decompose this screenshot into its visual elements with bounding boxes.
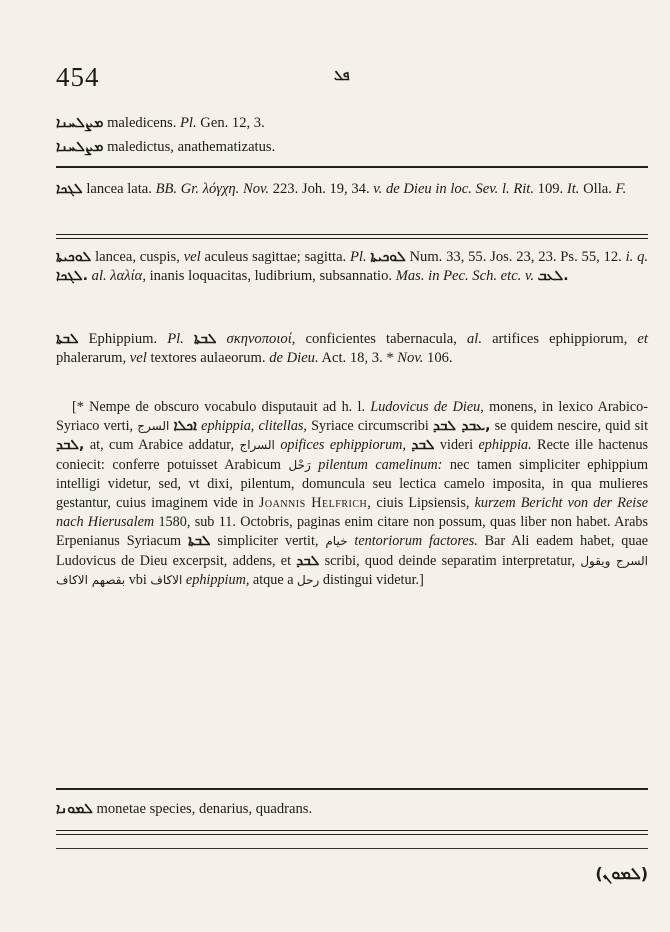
reference: Pl. — [350, 249, 367, 265]
headword: ܠܓܟܐ — [56, 181, 83, 197]
citation: 109. — [537, 181, 564, 197]
reference: Nov. — [397, 350, 424, 366]
headword: ܠܥܒ. — [537, 268, 569, 284]
headword: ܡܨܠܚܢܐ — [56, 139, 104, 155]
running-head: ܦܠ — [334, 68, 350, 84]
greek-word: λαλία, — [110, 268, 146, 284]
reference: BB. Gr. — [155, 181, 199, 197]
entry-6 — [56, 800, 648, 819]
entry-0 — [56, 114, 648, 133]
reference: v. de Dieu in loc. Sev. l. Rit. — [373, 181, 534, 197]
catchword: (ܠܡܘܢ) — [595, 864, 648, 883]
citation: Act. 18, 3. * — [321, 350, 394, 366]
conjunction: et — [637, 331, 648, 347]
definition: inanis — [149, 268, 185, 284]
reference: al. — [467, 331, 482, 347]
reference: Nov. — [242, 181, 270, 197]
definition: loquacitas, ludibrium, subsannatio. — [188, 268, 393, 284]
definition: lancea lata. — [86, 181, 152, 197]
conjunction: vel — [129, 350, 147, 366]
rule — [56, 234, 648, 239]
reference: i. q. — [625, 249, 649, 265]
reference: Mas. in Pec. Sch. etc. v. — [395, 268, 535, 284]
headword: ܠܓܟܐ. — [56, 268, 88, 284]
definition: maledicens. — [107, 115, 177, 131]
editorial-note: [* Nempe de obscuro vocabulo disputauit ad h. l. Ludovicus de Dieu, monens, in lexico Arabico-Syriaco verti, ܐܟܠܐ السرج ephippia, clitellas, Syriace circumscribi ܥܒܕ ܠܒܕ, se quidem nescire, quid sit ܠܒܕ, at, cum Arabice addatur, السراج opifices ephippiorum, ܠܒܕ videri ephippia. Recte ille hactenus coniecit: conferre potuisset Arabicum رَحْل pilentum camelinum: nec tamen simpliciter ephippium intelligi videtur, sed, vt dixi, pilentum, domuncula seu lectica camelo imposita, in qua mulieres gestantur, cuius imaginem vide in Joannis Helfrich, ciuis Lipsiensis, kurzem Bericht von der Reise nach Hierusalem 1580, sub 11. Octobris, paginas enim citare non possum, quas liber non habet. Arabs Erpenianus Syriacum ܠܒܬܐ simpliciter vertit, خيام tentoriorum factores. Bar Ali eadem habet, quae Ludovicus de Dieu excerpsit, addens, et ܠܒܕ scribi, quod deinde separatim interpretatur, السرج ويقول بقصهم الاكاف vbi الاكاف ephippium, atque a رحل distingui videtur.] — [56, 399, 649, 588]
reference: Pl. — [167, 331, 184, 347]
entry-4 — [56, 330, 648, 368]
citation: 223. Joh. 19, 34. — [272, 181, 370, 197]
citation: Num. 33, 55. Jos. 23, 23. Ps. 55, 12. — [409, 249, 622, 265]
greek-word: λόγχη. — [202, 181, 240, 197]
definition: artifices ephippiorum, — [492, 331, 628, 347]
greek-word: σκηνοποιοί, — [226, 331, 296, 347]
headword: ܠܡܘܢܐ — [56, 801, 93, 817]
citation: Olla. — [583, 181, 612, 197]
reference: Pl. — [180, 115, 197, 131]
headword: ܠܘܟܝܬܐ — [56, 249, 92, 265]
page-number: 454 — [56, 62, 100, 92]
headword: ܠܒܬܐ — [193, 331, 217, 347]
entry-2 — [56, 180, 648, 199]
definition: phalerarum, — [56, 350, 127, 366]
rule — [56, 830, 648, 835]
rule — [56, 166, 648, 168]
headword: ܠܒܬܐ — [56, 331, 79, 347]
reference: de Dieu. — [269, 350, 319, 366]
definition: monetae species, denarius, quadrans. — [96, 801, 313, 817]
definition: textores aulaeorum. — [150, 350, 266, 366]
reference: al. — [91, 268, 107, 284]
citation: Gen. 12, 3. — [200, 115, 265, 131]
definition: lancea, cuspis, — [95, 249, 180, 265]
entry-1 — [56, 138, 648, 157]
rule — [56, 848, 648, 849]
reference: F. — [615, 181, 627, 197]
definition: maledictus, anathematizatus. — [107, 139, 276, 155]
citation: 106. — [427, 350, 453, 366]
reference: It. — [566, 181, 580, 197]
headword: ܡܨܠܚܢܐ — [56, 115, 104, 131]
rule — [56, 788, 648, 790]
headword: ܠܘܟܝܬܐ — [370, 249, 406, 265]
definition: Ephippium. — [88, 331, 158, 347]
definition: conficientes tabernacula, — [305, 331, 457, 347]
definition: aculeus sagittae; sagitta. — [204, 249, 347, 265]
conjunction: vel — [183, 249, 201, 265]
entry-3 — [56, 248, 648, 286]
